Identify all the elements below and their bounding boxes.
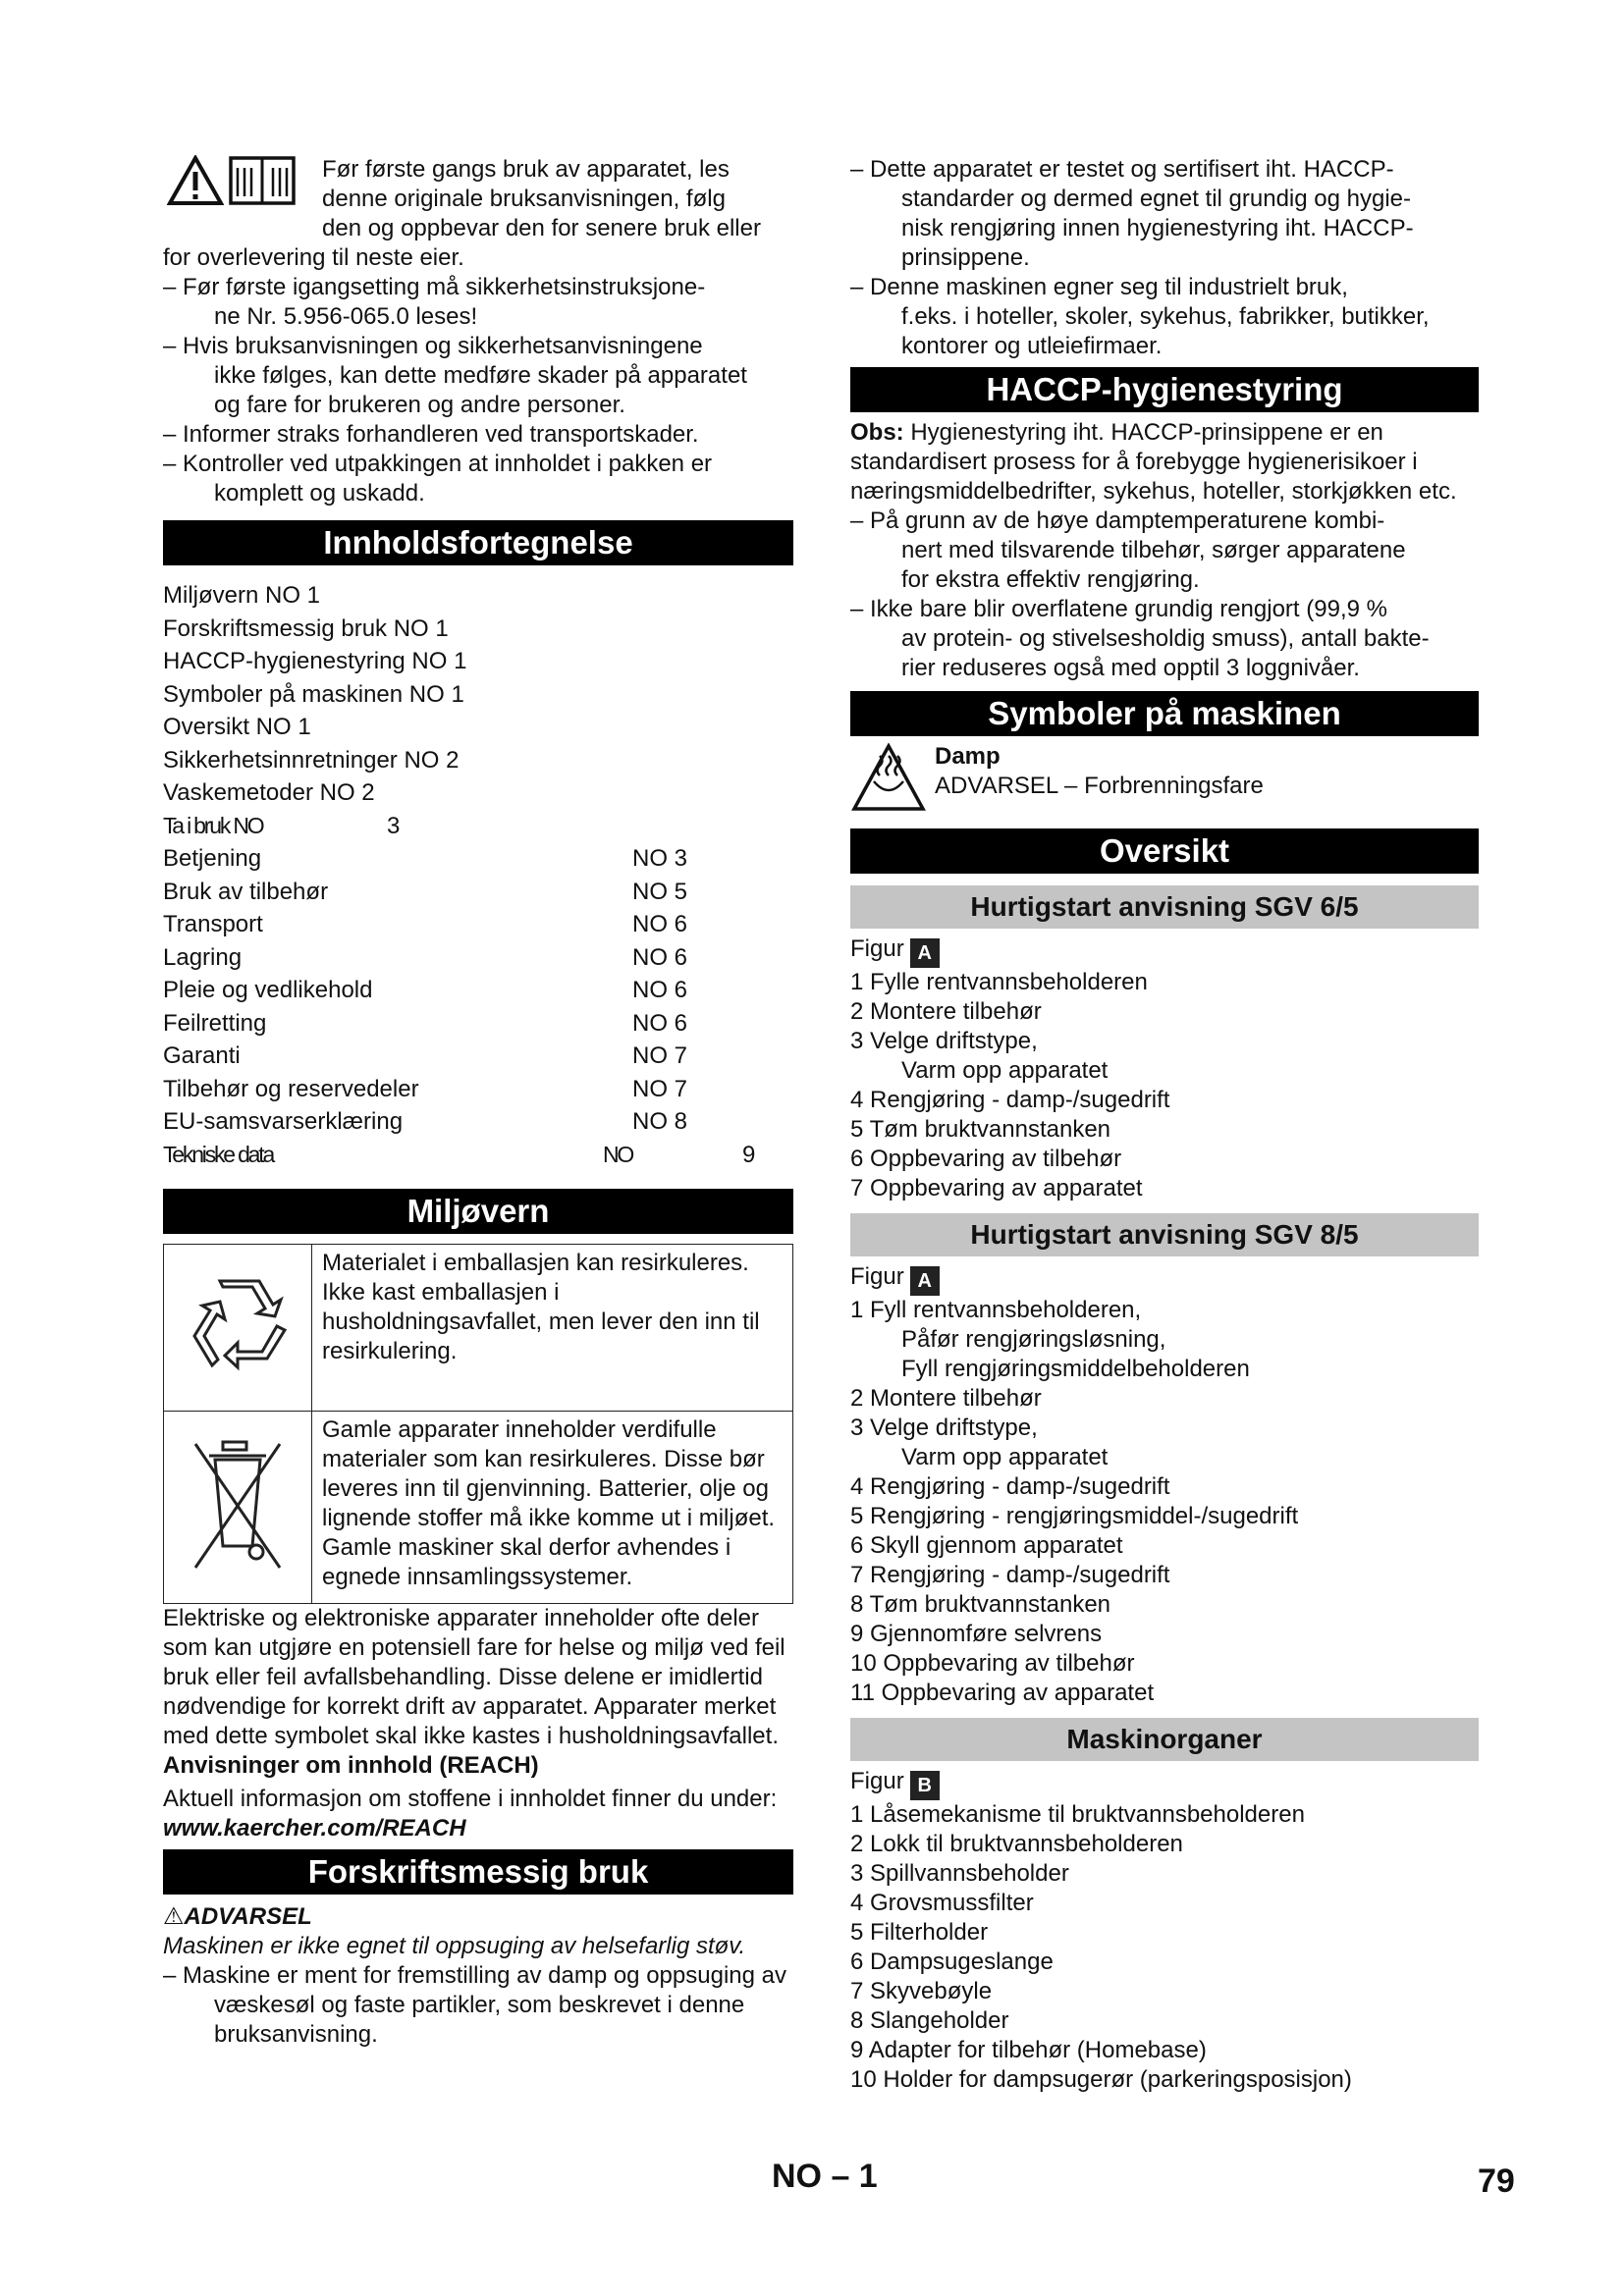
list-item: Påfør rengjøringsløsning, xyxy=(901,1326,1166,1353)
bullet-line: – Denne maskinen egner seg til industrielt bruk, xyxy=(850,274,1348,300)
reach-text: Aktuell informasjon om stoffene i innholdet finner du under: xyxy=(163,1786,778,1812)
list-item: 1 Fyll rentvannsbeholderen, xyxy=(850,1297,1142,1323)
steam-symbol-title: Damp xyxy=(935,743,1001,770)
list-item: 4 Rengjøring - damp-/sugedrift xyxy=(850,1473,1170,1500)
list-item: 10 Holder for dampsugerør (parkeringsposisjon) xyxy=(850,2066,1352,2093)
list-item: 8 Slangeholder xyxy=(850,2007,1009,2034)
intro-bullet xyxy=(163,450,793,508)
left-column xyxy=(163,155,793,2050)
bullet-line: prinsippene. xyxy=(901,244,1030,271)
haccp-obs: Obs: Hygienestyring iht. HACCP-prinsippene er en standardisert prosess for å forebygge hygienerisikoer i næringsmiddelbedrifter, sykehus, hoteller, storkjøkken etc. xyxy=(850,419,1457,505)
bullet-line: ikke følges, kan dette medføre skader på apparatet xyxy=(214,362,747,389)
list-item: 2 Montere tilbehør xyxy=(850,1385,1042,1412)
list-item: 11 Oppbevaring av apparatet xyxy=(850,1680,1155,1706)
intro-bullet xyxy=(163,273,793,332)
toc-entry[interactable]: Ta i bruk NO 3 xyxy=(163,812,401,839)
bullet-line: standarder og dermed egnet til grundig og hygie- xyxy=(901,186,1411,212)
list-item: 3 Velge driftstype, xyxy=(850,1028,1038,1054)
warning-triangle-icon xyxy=(167,155,224,206)
crossed-out-bin-icon xyxy=(184,1430,292,1577)
symbols-heading: Symboler på maskinen xyxy=(850,691,1479,736)
machine-parts-heading: Maskinorganer xyxy=(850,1718,1479,1761)
toc-entry[interactable]: Oversikt NO 1 xyxy=(163,714,311,740)
bullet-line: – Informer straks forhandleren ved transportskader. xyxy=(163,421,699,448)
list-item: Varm opp apparatet xyxy=(901,1057,1109,1084)
list-item: 4 Grovsmussfilter xyxy=(850,1890,1034,1916)
toc-entry[interactable]: HACCP-hygienestyring NO 1 xyxy=(163,648,467,674)
intro-bullet xyxy=(163,420,793,450)
manual-book-icon xyxy=(228,155,297,206)
list-item: 4 Rengjøring - damp-/sugedrift xyxy=(850,1087,1170,1113)
bullet-line: rier reduseres også med opptil 3 loggnivåer. xyxy=(901,655,1360,681)
list-item: 9 Gjennomføre selvrens xyxy=(850,1621,1103,1647)
list-item: 3 Spillvannsbeholder xyxy=(850,1860,1069,1887)
list-item: 1 Fylle rentvannsbeholderen xyxy=(850,969,1148,995)
steam-symbol-row xyxy=(850,742,1479,813)
list-item: 8 Tøm bruktvannstanken xyxy=(850,1591,1111,1618)
right-column xyxy=(850,155,1479,2095)
toc-entry[interactable]: Forskriftsmessig bruk NO 1 xyxy=(163,614,449,642)
footer-section-label: NO – 1 xyxy=(772,2158,878,2195)
intro-line: Før første gangs bruk av apparatet, les xyxy=(322,156,730,183)
list-item: 5 Filterholder xyxy=(850,1919,989,1946)
figure-reference: Figur B xyxy=(850,1767,1479,1800)
steam-symbol-text: ADVARSEL – Forbrenningsfare xyxy=(935,773,1264,799)
bullet-line: kontorer og utleiefirmaer. xyxy=(901,333,1163,359)
reach-title: Anvisninger om innhold (REACH) xyxy=(163,1752,539,1779)
bullet-line: nisk rengjøring innen hygienestyring iht. HACCP- xyxy=(901,215,1414,241)
list-item: 7 Oppbevaring av apparatet xyxy=(850,1175,1143,1201)
list-item: 5 Tøm bruktvannstanken xyxy=(850,1116,1111,1143)
intro-tail: for overlevering til neste eier. xyxy=(163,244,464,271)
toc-entry[interactable]: Vaskemetoder NO 2 xyxy=(163,779,375,806)
toc-heading: Innholdsfortegnelse xyxy=(163,520,793,565)
usage-bullet: – Maskine er ment for fremstilling av damp og oppsuging av væskesøl og faste partikler, som beskrevet i denne bruksanvisning. xyxy=(163,1962,786,2048)
quickstart-sgv85-heading: Hurtigstart anvisning SGV 8/5 xyxy=(850,1213,1479,1256)
toc-entry[interactable]: Lagring NO 6 xyxy=(163,943,688,971)
page-number: 79 xyxy=(1478,2163,1515,2200)
bullet-line: komplett og uskadd. xyxy=(214,480,425,507)
overview-heading: Oversikt xyxy=(850,828,1479,874)
usage-warning-text: Maskinen er ikke egnet til oppsuging av helsefarlig støv. xyxy=(163,1933,746,1959)
small-warning-icon: ⚠ xyxy=(163,1903,185,1930)
toc-entry[interactable]: EU-samsvarserklæring NO 8 xyxy=(163,1108,688,1135)
list-item: 2 Montere tilbehør xyxy=(850,998,1042,1025)
weee-bin-icon-cell xyxy=(164,1412,312,1604)
bullet-line: ne Nr. 5.956-065.0 leses! xyxy=(214,303,478,330)
list-item: 7 Rengjøring - damp-/sugedrift xyxy=(850,1562,1170,1588)
list-item: 5 Rengjøring - rengjøringsmiddel-/sugedrift xyxy=(850,1503,1299,1529)
bullet-line: – Før første igangsetting må sikkerhetsinstruksjone- xyxy=(163,274,706,300)
environment-text-cell: Materialet i emballasjen kan resirkuleres. Ikke kast emballasjen i husholdningsavfallet, men lever den inn til resirkulering. xyxy=(312,1245,793,1412)
figure-reference: Figur A xyxy=(850,1262,1479,1296)
list-item: Varm opp apparatet xyxy=(901,1444,1109,1470)
toc-entry[interactable]: Miljøvern NO 1 xyxy=(163,582,321,609)
haccp-bullet xyxy=(850,595,1479,683)
toc-entry[interactable]: Sikkerhetsinnretninger NO 2 xyxy=(163,746,460,774)
list-item: 6 Oppbevaring av tilbehør xyxy=(850,1146,1122,1172)
list-item: 6 Skyll gjennom apparatet xyxy=(850,1532,1123,1559)
bullet-line: – På grunn av de høye damptemperaturene kombi- xyxy=(850,507,1385,534)
environment-table xyxy=(163,1244,793,1604)
bullet-line: – Hvis bruksanvisningen og sikkerhetsanvisningene xyxy=(163,333,703,359)
bullet-line: av protein- og stivelsesholdig smuss), antall bakte- xyxy=(901,625,1430,652)
environment-heading: Miljøvern xyxy=(163,1189,793,1234)
intro-block xyxy=(163,155,793,273)
haccp-heading: HACCP-hygienestyring xyxy=(850,367,1479,412)
bullet-line: for ekstra effektiv rengjøring. xyxy=(901,566,1200,593)
steam-warning-icon xyxy=(850,742,927,813)
bullet-line: og fare for brukeren og andre personer. xyxy=(214,392,625,418)
haccp-bullet xyxy=(850,507,1479,595)
figure-badge: A xyxy=(910,1266,940,1296)
toc-entry[interactable]: Pleie og vedlikehold NO 6 xyxy=(163,977,688,1003)
bullet-line: nert med tilsvarende tilbehør, sørger apparatene xyxy=(901,537,1406,563)
quickstart-sgv65-list xyxy=(850,968,1479,1203)
haccp-bullet xyxy=(850,155,1479,273)
list-item: Fyll rengjøringsmiddelbeholderen xyxy=(901,1356,1250,1382)
list-item: 9 Adapter for tilbehør (Homebase) xyxy=(850,2037,1207,2063)
recycle-icon-cell xyxy=(164,1245,312,1412)
intro-icons xyxy=(167,155,297,206)
bullet-line: – Kontroller ved utpakkingen at innholdet i pakken er xyxy=(163,451,713,477)
intro-line: denne originale bruksanvisningen, følg xyxy=(322,186,726,212)
figure-reference: Figur A xyxy=(850,934,1479,968)
toc-entry[interactable]: Bruk av tilbehør NO 5 xyxy=(163,878,688,905)
intro-line: den og oppbevar den for senere bruk eller xyxy=(322,215,761,241)
figure-badge: A xyxy=(910,938,940,968)
toc-entry[interactable]: Transport NO 6 xyxy=(163,911,688,937)
list-item: 7 Skyvebøyle xyxy=(850,1978,993,2004)
list-item: 10 Oppbevaring av tilbehør xyxy=(850,1650,1135,1677)
list-item: 3 Velge driftstype, xyxy=(850,1415,1038,1441)
table-of-contents xyxy=(163,579,793,1171)
quickstart-sgv85-list xyxy=(850,1296,1479,1708)
figure-badge: B xyxy=(910,1771,940,1800)
industrial-bullet xyxy=(850,273,1479,361)
toc-entry[interactable]: Tekniske data NO 9 xyxy=(163,1141,756,1168)
bullet-line: – Dette apparatet er testet og sertifisert iht. HACCP- xyxy=(850,156,1394,183)
list-item: 6 Dampsugeslange xyxy=(850,1949,1054,1975)
list-item: 1 Låsemekanisme til bruktvannsbeholderen xyxy=(850,1801,1305,1828)
toc-entry[interactable]: Betjening NO 3 xyxy=(163,845,688,872)
machine-parts-list xyxy=(850,1800,1479,2095)
bullet-line: – Ikke bare blir overflatene grundig rengjort (99,9 % xyxy=(850,596,1387,622)
reach-link[interactable]: www.kaercher.com/REACH xyxy=(163,1815,466,1842)
toc-entry[interactable]: Symboler på maskinen NO 1 xyxy=(163,680,464,708)
usage-warning-label: ⚠ADVARSEL xyxy=(163,1903,312,1930)
toc-entry[interactable]: Garanti NO 7 xyxy=(163,1042,688,1069)
weee-paragraph: Elektriske og elektroniske apparater inneholder ofte deler som kan utgjøre en potensiell fare for helse og miljø ved feil bruk eller feil avfallsbehandling. Disse delene er imidlertid nødvendige for korrekt drift av apparatet. Apparater merket med dette symbolet skal ikke kastes i husholdningsavfallet. xyxy=(163,1605,785,1749)
environment-text-cell: Gamle apparater inneholder verdifulle materialer som kan resirkuleres. Disse bør leveres inn til gjenvinning. Batterier, olje og lignende stoffer må ikke komme ut i miljøet. Gamle maskiner skal derfor avhendes i egnede innsamlingssystemer. xyxy=(312,1412,793,1604)
list-item: 2 Lokk til bruktvannsbeholderen xyxy=(850,1831,1183,1857)
toc-entry[interactable]: Feilretting NO 6 xyxy=(163,1009,688,1037)
recycle-icon xyxy=(179,1265,297,1383)
intro-bullet xyxy=(163,332,793,420)
quickstart-sgv65-heading: Hurtigstart anvisning SGV 6/5 xyxy=(850,885,1479,929)
bullet-line: f.eks. i hoteller, skoler, sykehus, fabrikker, butikker, xyxy=(901,303,1430,330)
usage-heading: Forskriftsmessig bruk xyxy=(163,1849,793,1895)
toc-entry[interactable]: Tilbehør og reservedeler NO 7 xyxy=(163,1075,688,1102)
